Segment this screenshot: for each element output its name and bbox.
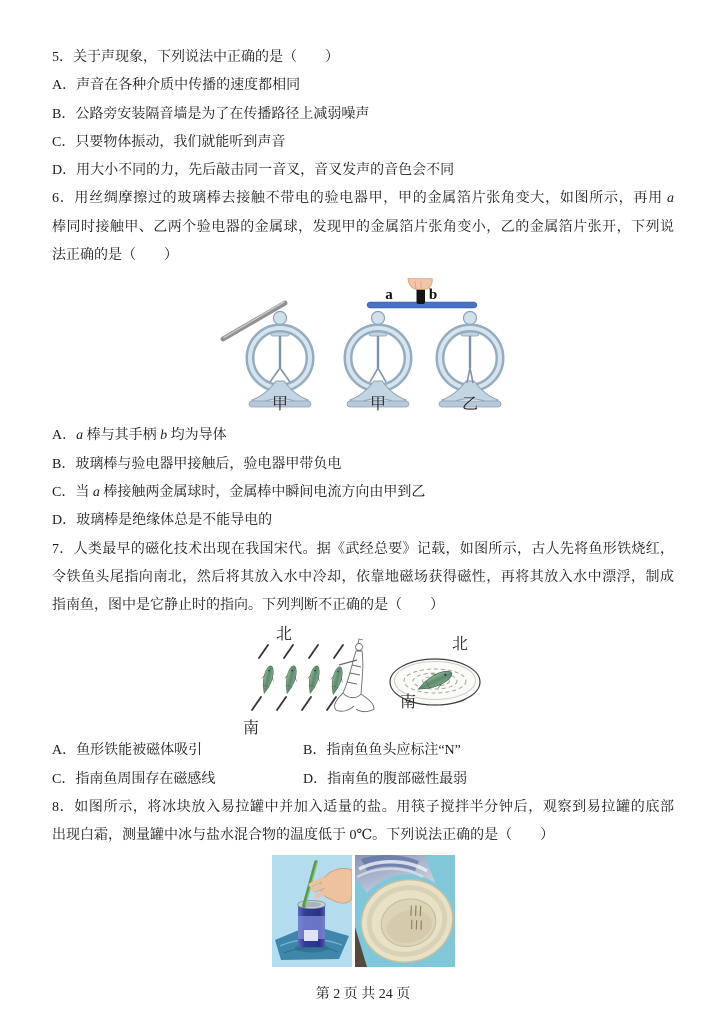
- q6-option-a: A．a 棒与其手柄 b 均为导体: [52, 428, 227, 444]
- q7-options-row-2: [52, 766, 674, 794]
- electroscope-left: [249, 312, 311, 408]
- north-label-right: 北: [451, 636, 469, 654]
- fish-row: [258, 665, 346, 697]
- q8-stem-line-2: 出现白霜，测量罐中冰与盐水混合物的温度低于 0℃。下列说法正确的是（ ）: [52, 828, 555, 844]
- q7-stem-line-3: 指南鱼，图中是它静止时的指向。下列判断不正确的是（ ）: [52, 598, 444, 614]
- rod-label-b: b: [428, 287, 438, 304]
- q5-option-d: D．用大小不同的力，先后敲击同一音叉，音叉发声的音色会不同: [52, 163, 455, 179]
- q6-figure-electroscopes: [52, 278, 674, 422]
- foil-leaves-middle: [370, 368, 386, 382]
- q5-option-b: B．公路旁安装隔音墙是为了在传播路径上减弱噪声: [52, 106, 370, 122]
- photo-can-frosted-bottom: [355, 855, 455, 967]
- south-label-right: 南: [399, 694, 417, 712]
- soda-can: [298, 900, 325, 947]
- foil-leaves-left: [270, 368, 290, 382]
- page-number: 第 2 页 共 24 页: [315, 986, 411, 1002]
- q5-stem: 5．关于声现象，下列说法中正确的是（ ）: [52, 50, 339, 65]
- q6-option-d: D．玻璃棒是绝缘体总是不能导电的: [52, 513, 273, 529]
- q7-option-b: B．指南鱼鱼头应标注“N”: [303, 743, 461, 759]
- q7-stem-line-2: 令铁鱼头尾指向南北，然后将其放入水中冷却，依靠地磁场获得磁性，再将其放入水中漂浮，制成: [52, 569, 674, 585]
- q7-option-a: A．鱼形铁能被磁体吸引: [52, 743, 203, 759]
- photo-can-stirring: [272, 855, 352, 967]
- q7-stem-line-1: 7．人类最早的磁化技术出现在我国宋代。据《武经总要》记载，如图所示，古人先将鱼形铁烧红，: [52, 541, 674, 557]
- q7-figure-compass-fish: [52, 622, 674, 737]
- north-label-left: 北: [275, 626, 293, 644]
- south-label-left: 南: [242, 720, 260, 738]
- q6-stem-line-2: 棒同时接触甲、乙两个验电器的金属球，发现甲的金属箔片张角变小，乙的金属箔片张开，下列说: [52, 219, 674, 235]
- electroscope-label-1: 甲: [271, 396, 289, 413]
- q6-stem-line-3: 法正确的是（ ）: [52, 248, 178, 264]
- electroscope-right: [439, 312, 501, 408]
- electroscope-label-3: 乙: [461, 396, 479, 413]
- q7-option-d: D．指南鱼的腹部磁性最弱: [303, 771, 468, 787]
- q7-options-row-1: [52, 737, 674, 765]
- rod-label-a: a: [385, 287, 393, 304]
- q6-option-b: B．玻璃棒与验电器甲接触后，验电器甲带负电: [52, 456, 342, 472]
- electroscope-middle: [347, 312, 409, 408]
- q8-stem-line-1: 8．如图所示，将冰块放入易拉罐中并加入适量的盐。用筷子搅拌半分钟后，观察到易拉罐的底部: [52, 800, 674, 816]
- q6-option-c: C．当 a 棒接触两金属球时，金属棒中瞬间电流方向由甲到乙: [52, 484, 426, 500]
- q7-option-c: C．指南鱼周围存在磁感线: [52, 771, 216, 787]
- q5-option-a: A．声音在各种介质中传播的速度都相同: [52, 78, 301, 94]
- q8-figure-photos: [272, 855, 674, 967]
- electroscope-label-2: 甲: [369, 396, 387, 413]
- q5-option-c: C．只要物体振动，我们就能听到声音: [52, 134, 286, 150]
- q6-stem-line-1: 6．用丝绸摩擦过的玻璃棒去接触不带电的验电器甲，甲的金属箔片张角变大，如图所示，再用 a: [52, 191, 674, 207]
